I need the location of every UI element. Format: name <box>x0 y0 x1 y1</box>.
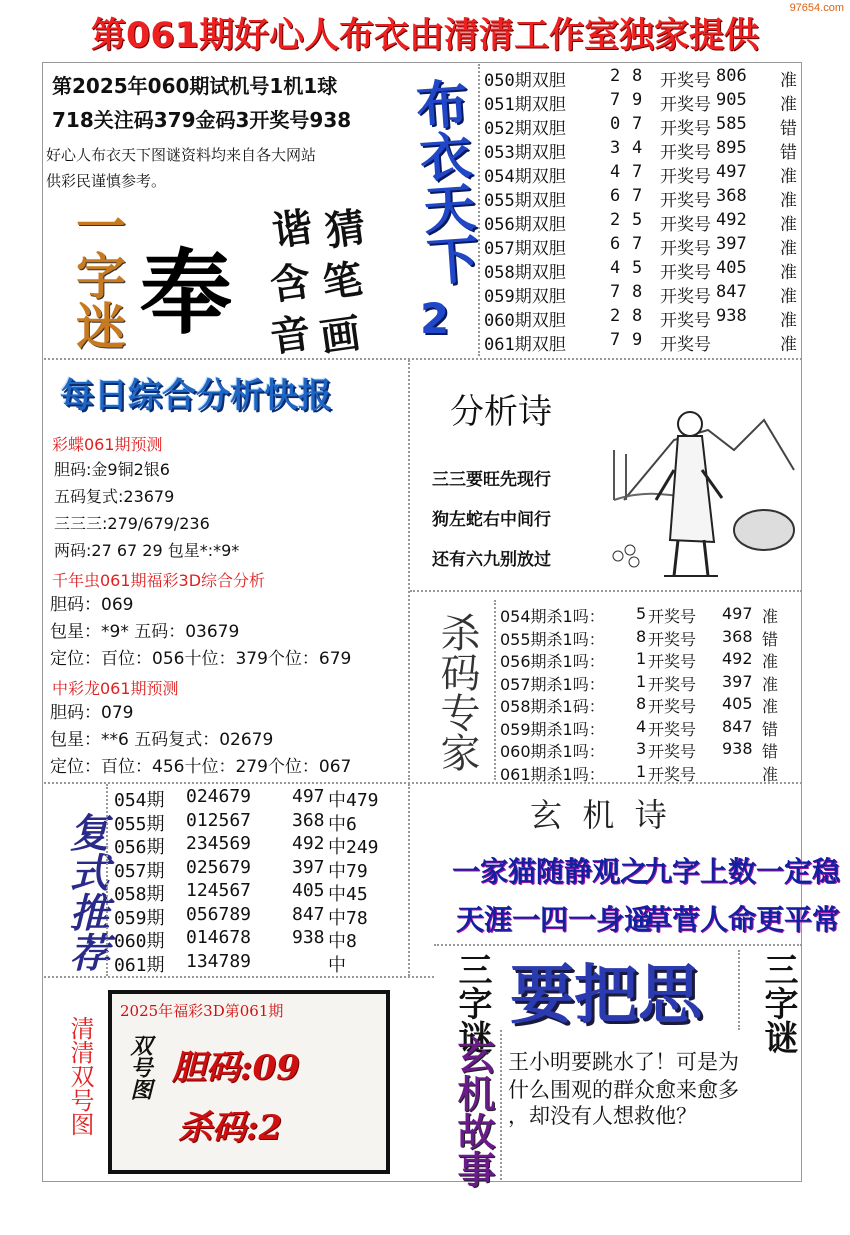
yizimi-hint-1c: 画 <box>317 309 364 362</box>
fushi-row <box>114 951 404 975</box>
fushi-right-divider <box>408 784 410 976</box>
shama-prize-label: 开奖号 <box>648 607 697 626</box>
shuangdan-d2: 8 <box>632 306 643 326</box>
shuangdan-issue: 061期双胆 <box>484 335 566 355</box>
xuanji-line-2a: 天涯一四一身遥 <box>456 903 653 936</box>
shama-issue: 060期杀1吗： <box>500 742 605 761</box>
shama-issue: 054期杀1吗： <box>500 607 605 626</box>
shama-kill: 1 <box>636 649 647 668</box>
zhongcai-line: 定位：百位：456十位：279个位：067 <box>50 757 352 777</box>
shama-kill: 8 <box>636 626 647 646</box>
shuangdan-row <box>484 186 804 210</box>
section-divider-3 <box>44 782 802 784</box>
fushi-hit: 中479 <box>328 790 379 811</box>
shama-prize: 397 <box>722 671 753 691</box>
shuangdan-result: 准 <box>780 215 797 235</box>
shama-kill: 3 <box>636 739 647 758</box>
shuangdan-prize-label: 开奖号 <box>660 119 711 139</box>
shuangdan-result: 准 <box>780 335 797 355</box>
shuangdan-prize: 405 <box>716 258 747 278</box>
shama-result: 准 <box>762 764 779 784</box>
poem-line: 狗左蛇右中间行 <box>432 510 551 530</box>
qianniao-line: 定位：百位：056十位：379个位：679 <box>50 649 352 669</box>
shama-issue: 057期杀1吗： <box>500 674 605 694</box>
shuanghao-side: 双号图 <box>127 1034 153 1100</box>
poem-analysis-title: 分析诗 <box>450 392 552 432</box>
fushi-hit: 中79 <box>328 860 368 882</box>
shuangdan-result: 准 <box>780 95 797 115</box>
shuangdan-prize: 368 <box>716 186 747 206</box>
shuangdan-d2: 8 <box>632 282 643 302</box>
shuangdan-d1: 2 <box>610 210 621 230</box>
caidie-lines <box>54 456 239 564</box>
shuangdan-result: 准 <box>780 239 797 259</box>
poem-lines <box>432 460 551 580</box>
shuanghao-card-title: 2025年福彩3D第061期 <box>120 1002 284 1020</box>
shuangdan-result: 准 <box>780 167 797 187</box>
fushi-label: 复式推荐 <box>63 812 109 972</box>
shuangdan-row <box>484 162 804 186</box>
shama-prize-label: 开奖号 <box>648 764 697 784</box>
page-title: 第061期好心人布衣由清清工作室独家提供 <box>90 16 760 56</box>
fushi-nums: 056789 <box>186 903 252 925</box>
shuangdan-prize-label: 开奖号 <box>660 143 711 163</box>
shama-row <box>500 627 800 650</box>
story-text-2: 什么围观的群众愈来愈多 <box>508 1078 739 1102</box>
shuangdan-result: 准 <box>780 71 797 91</box>
fushi-issue: 056期 <box>114 837 165 858</box>
shuangdan-d1: 3 <box>610 138 621 158</box>
caidie-line: 五码复式:23679 <box>54 487 175 506</box>
shama-issue: 061期杀1吗： <box>500 764 605 784</box>
fushi-nums: 012567 <box>186 809 252 831</box>
fushi-issue: 055期 <box>114 813 165 835</box>
shuangdan-d1: 0 <box>610 114 621 134</box>
shuanghao-dan: 胆码:09 <box>172 1048 300 1088</box>
section-divider-1 <box>44 358 802 360</box>
zhongcai-head: 中彩龙061期预测 <box>52 679 179 698</box>
fushi-nums: 025679 <box>186 856 252 878</box>
fushi-hit: 中78 <box>328 907 368 929</box>
fushi-hit: 中45 <box>328 884 368 905</box>
caidie-head: 彩蝶061期预测 <box>52 435 163 454</box>
qianniao-head: 千年虫061期福彩3D综合分析 <box>52 571 266 590</box>
qianniao-line: 包星：*9* 五码：03679 <box>50 622 240 642</box>
shama-result: 准 <box>762 652 779 671</box>
fushi-divider <box>106 784 108 976</box>
story-label: 玄机故事 <box>451 1036 495 1188</box>
shuangdan-d2: 7 <box>632 186 643 206</box>
fushi-prize: 492 <box>292 833 325 854</box>
shuangdan-prize-label: 开奖号 <box>660 263 711 283</box>
xuanji-line-1a: 一家猫随静观之 <box>452 855 649 888</box>
intro-line-2: 718关注码379金码3开奖号938 <box>52 108 352 132</box>
shama-prize-label: 开奖号 <box>648 674 697 694</box>
story-divider <box>500 1030 502 1180</box>
shuangdan-prize-label: 开奖号 <box>660 95 711 115</box>
shama-result: 错 <box>762 742 779 761</box>
sanzimi-main: 要把思 <box>510 959 702 1033</box>
shuangdan-row <box>484 282 804 306</box>
shama-row <box>500 762 800 785</box>
daily-report-title: 每日综合分析快报 <box>60 376 332 416</box>
shuangdan-d1: 7 <box>610 282 621 302</box>
intro-line-4: 供彩民谨慎参考。 <box>46 172 167 190</box>
caidie-line: 胆码:金9铜2银6 <box>54 460 170 479</box>
shuangdan-prize: 585 <box>716 114 747 134</box>
shuangdan-d1: 7 <box>610 330 621 350</box>
shuangdan-d2: 5 <box>632 258 643 278</box>
shuangdan-d1: 2 <box>610 306 621 326</box>
shuangdan-prize-label: 开奖号 <box>660 335 711 355</box>
shuangdan-row <box>484 306 804 330</box>
sanzimi-label-right: 三字谜 <box>758 952 798 1054</box>
shuangdan-d2: 8 <box>632 66 643 86</box>
shuangdan-d2: 7 <box>632 234 643 254</box>
xuanji-title: 玄 机 诗 <box>530 796 667 834</box>
shama-result: 错 <box>762 719 779 739</box>
shuangdan-issue: 051期双胆 <box>484 95 566 115</box>
shuangdan-d2: 4 <box>632 138 643 158</box>
fushi-nums: 014678 <box>186 927 252 948</box>
fushi-issue: 060期 <box>114 931 165 952</box>
shuangdan-result: 错 <box>780 143 797 163</box>
shama-result: 准 <box>762 674 779 694</box>
shama-row <box>500 672 800 695</box>
fushi-nums: 124567 <box>186 880 252 901</box>
site-watermark: 97654.com <box>789 2 844 14</box>
fushi-row <box>114 833 404 857</box>
shuangdan-row <box>484 114 804 138</box>
sage-illustration <box>604 390 800 584</box>
fushi-hit: 中6 <box>328 813 357 835</box>
shama-label: 杀码专家 <box>434 612 480 772</box>
shama-table <box>500 604 800 784</box>
fushi-hit: 中249 <box>328 837 379 858</box>
shama-divider <box>494 600 496 780</box>
shama-row <box>500 739 800 762</box>
shuangdan-d1: 6 <box>610 186 621 206</box>
fushi-prize: 397 <box>292 856 325 878</box>
brand-number: 2 <box>420 294 450 343</box>
shuangdan-row <box>484 330 804 354</box>
fushi-hit: 中 <box>328 954 346 976</box>
shuangdan-prize: 895 <box>716 138 747 158</box>
fushi-issue: 059期 <box>114 907 165 929</box>
shama-prize-label: 开奖号 <box>648 719 697 739</box>
shuangdan-issue: 050期双胆 <box>484 71 566 91</box>
zhongcai-line: 胆码：079 <box>50 703 134 723</box>
shama-kill: 1 <box>636 761 647 781</box>
shuangdan-row <box>484 66 804 90</box>
shama-prize-label: 开奖号 <box>648 629 697 649</box>
shuangdan-d2: 9 <box>632 330 643 350</box>
fushi-issue: 057期 <box>114 860 165 882</box>
shama-result: 准 <box>762 697 779 716</box>
shama-issue: 058期杀1码： <box>500 697 605 716</box>
fushi-prize: 938 <box>292 927 325 948</box>
qianniao-line: 胆码：069 <box>50 595 134 615</box>
mid-divider <box>408 360 410 780</box>
shuangdan-prize-label: 开奖号 <box>660 311 711 331</box>
fushi-row <box>114 904 404 928</box>
shama-row <box>500 717 800 740</box>
story-text-3: ，却没有人想救他？ <box>508 1104 697 1128</box>
shuangdan-row <box>484 258 804 282</box>
shama-row <box>500 649 800 672</box>
shuangdan-d2: 5 <box>632 210 643 230</box>
shuangdan-prize-label: 开奖号 <box>660 215 711 235</box>
shama-prize-label: 开奖号 <box>648 652 697 671</box>
shama-kill: 8 <box>636 694 647 713</box>
shuangdan-row <box>484 234 804 258</box>
sanzimi-label-left: 三字谜 <box>452 952 492 1054</box>
intro-line-3: 好心人布衣天下图谜资料均来自各大网站 <box>46 146 317 164</box>
shuangdan-table <box>484 66 804 354</box>
yizimi-hint-2b: 含 <box>267 257 314 310</box>
fushi-row <box>114 857 404 881</box>
shuangdan-d2: 7 <box>632 162 643 182</box>
shuangdan-prize: 397 <box>716 234 747 254</box>
shuangdan-d1: 6 <box>610 234 621 254</box>
yizimi-label: 一字迷 <box>68 200 126 350</box>
shuangdan-prize: 492 <box>716 210 747 230</box>
fushi-issue: 061期 <box>114 954 165 976</box>
caidie-line: 两码:27 67 29 包星*:*9* <box>54 541 240 560</box>
shama-prize: 368 <box>722 626 753 646</box>
shuangdan-prize: 497 <box>716 162 747 182</box>
shuangdan-prize-label: 开奖号 <box>660 239 711 259</box>
shuangdan-prize-label: 开奖号 <box>660 287 711 307</box>
shuangdan-prize-label: 开奖号 <box>660 191 711 211</box>
shuangdan-prize: 905 <box>716 90 747 110</box>
shuangdan-result: 准 <box>780 191 797 211</box>
shuangdan-issue: 053期双胆 <box>484 143 566 163</box>
fushi-nums: 234569 <box>186 833 252 854</box>
fushi-row <box>114 880 404 904</box>
fushi-prize: 497 <box>292 786 325 807</box>
section-divider-4 <box>44 976 434 978</box>
fushi-issue: 058期 <box>114 884 165 905</box>
caidie-line: 三三三:279/679/236 <box>54 514 210 533</box>
xuanji-line-2b: 草菅人命更平常 <box>644 903 841 936</box>
fushi-prize: 847 <box>292 903 325 925</box>
fushi-row <box>114 786 404 810</box>
fushi-hit: 中8 <box>328 931 357 952</box>
poem-line: 还有六九别放过 <box>432 550 551 570</box>
shuanghao-card <box>108 990 390 1174</box>
shama-prize: 497 <box>722 604 753 623</box>
shama-prize-label: 开奖号 <box>648 697 697 716</box>
intro-line-1: 第2025年060期试机号1机1球 <box>52 74 338 98</box>
shuangdan-row <box>484 210 804 234</box>
yizimi-hint-2: 谐 <box>269 203 316 256</box>
fushi-row <box>114 810 404 834</box>
yizimi-main-char: 奉 <box>140 239 233 347</box>
xuanji-line-1b: 九字上数一定稳 <box>644 855 841 888</box>
shama-result: 错 <box>762 629 779 649</box>
shuangdan-result: 错 <box>780 119 797 139</box>
shama-row <box>500 694 800 717</box>
fushi-row <box>114 927 404 951</box>
shuangdan-result: 准 <box>780 287 797 307</box>
shuangdan-issue: 057期双胆 <box>484 239 566 259</box>
shama-row <box>500 604 800 627</box>
sanzimi-divider <box>738 950 740 1030</box>
shama-prize: 492 <box>722 649 753 668</box>
shama-kill: 5 <box>636 604 647 623</box>
shama-kill: 4 <box>636 716 647 736</box>
shuangdan-issue: 060期双胆 <box>484 311 566 331</box>
shuangdan-prize: 806 <box>716 66 747 86</box>
section-divider-2 <box>410 590 802 592</box>
shuangdan-prize-label: 开奖号 <box>660 167 711 187</box>
yizimi-hint-3: 音 <box>267 309 314 362</box>
fushi-nums: 134789 <box>186 950 252 972</box>
shuangdan-issue: 052期双胆 <box>484 119 566 139</box>
zhongcai-lines <box>50 700 351 781</box>
fushi-prize: 368 <box>292 809 325 831</box>
shuanghao-sha: 杀码:2 <box>178 1108 283 1148</box>
shuangdan-prize: 938 <box>716 306 747 326</box>
shuangdan-issue: 058期双胆 <box>484 263 566 283</box>
yizimi-hint-1b: 笔 <box>319 255 366 308</box>
shama-issue: 055期杀1吗： <box>500 629 605 649</box>
fushi-nums: 024679 <box>186 786 252 807</box>
shuangdan-result: 准 <box>780 263 797 283</box>
zhongcai-line: 包星：**6 五码复式：02679 <box>50 730 274 750</box>
brand-text: 布衣天下 <box>404 75 480 288</box>
shama-issue: 059期杀1吗： <box>500 719 605 739</box>
shuangdan-d1: 2 <box>610 66 621 86</box>
shuangdan-divider <box>478 64 480 356</box>
shuangdan-d1: 4 <box>610 162 621 182</box>
poem-line: 三三要旺先现行 <box>432 470 551 490</box>
qianniao-lines <box>50 592 351 673</box>
fushi-issue: 054期 <box>114 790 165 811</box>
shuangdan-issue: 059期双胆 <box>484 287 566 307</box>
shama-prize: 938 <box>722 739 753 758</box>
shama-prize: 405 <box>722 694 753 713</box>
shuangdan-d2: 9 <box>632 90 643 110</box>
shama-issue: 056期杀1吗： <box>500 652 605 671</box>
shuangdan-prize-label: 开奖号 <box>660 71 711 91</box>
shama-kill: 1 <box>636 671 647 691</box>
shuangdan-row <box>484 90 804 114</box>
shama-prize-label: 开奖号 <box>648 742 697 761</box>
shuanghao-label: 清清双号图 <box>66 1016 94 1136</box>
fushi-table <box>114 786 404 974</box>
shuangdan-issue: 054期双胆 <box>484 167 566 187</box>
shuangdan-d1: 7 <box>610 90 621 110</box>
shuangdan-prize: 847 <box>716 282 747 302</box>
shuangdan-d1: 4 <box>610 258 621 278</box>
shuangdan-d2: 7 <box>632 114 643 134</box>
shuangdan-result: 准 <box>780 311 797 331</box>
shuangdan-issue: 055期双胆 <box>484 191 566 211</box>
fushi-prize: 405 <box>292 880 325 901</box>
shama-result: 准 <box>762 607 779 626</box>
story-text-1: 王小明要跳水了！可是为 <box>508 1050 739 1074</box>
shuangdan-row <box>484 138 804 162</box>
shuangdan-issue: 056期双胆 <box>484 215 566 235</box>
yizimi-hint-1: 猜 <box>322 203 369 256</box>
shama-prize: 847 <box>722 716 753 736</box>
